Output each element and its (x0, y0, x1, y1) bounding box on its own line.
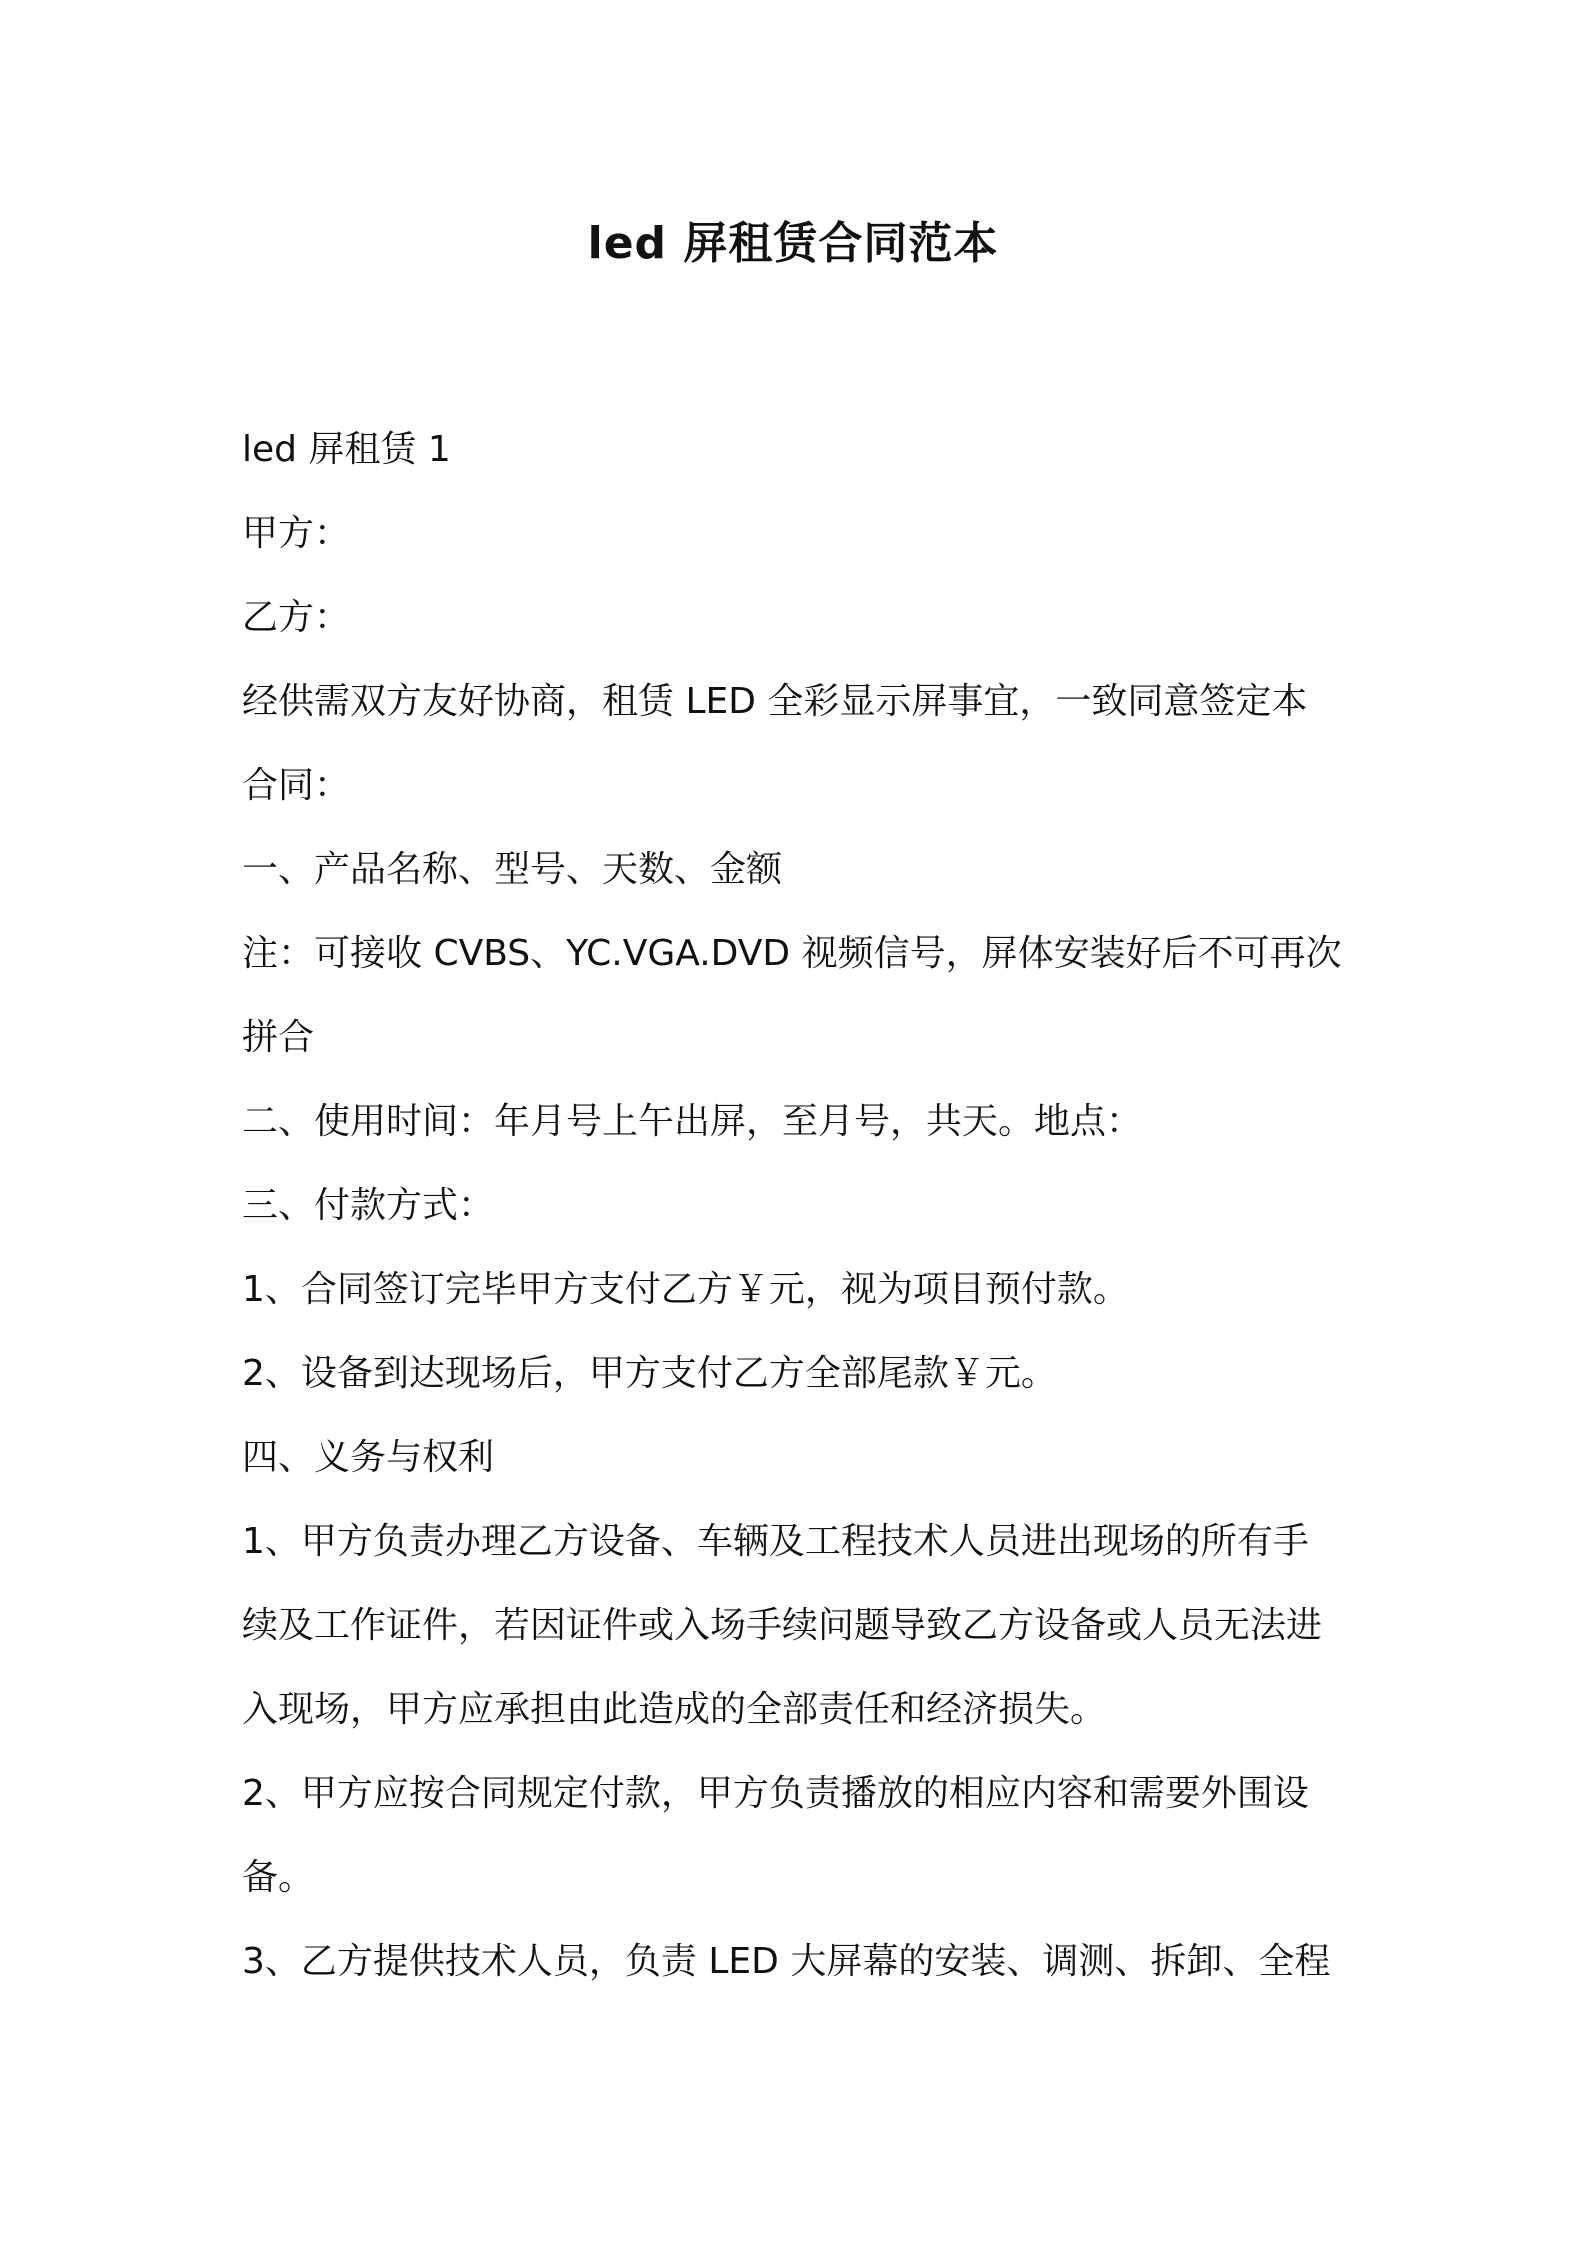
line-duty-2b: 备。 (242, 1857, 315, 1898)
section-heading-1: 一、产品名称、型号、天数、金额 (242, 849, 783, 890)
line-payment-1: 1、合同签订完毕甲方支付乙方￥元，视为项目预付款。 (242, 1269, 1129, 1310)
line-intro-2: 合同： (242, 765, 351, 806)
line-duty-2a: 2、甲方应按合同规定付款，甲方负责播放的相应内容和需要外围设 (242, 1773, 1309, 1814)
document-title: led 屏租赁合同范本 (587, 218, 999, 269)
line-payment-2: 2、设备到达现场后，甲方支付乙方全部尾款￥元。 (242, 1353, 1057, 1394)
line-party-a: 甲方： (242, 513, 351, 554)
document-body (242, 408, 1362, 2004)
section-heading-3: 三、付款方式： (242, 1185, 495, 1226)
section-heading-4: 四、义务与权利 (242, 1437, 495, 1478)
line-duty-1c: 入现场，甲方应承担由此造成的全部责任和经济损失。 (242, 1689, 1107, 1730)
line-note-1: 注：可接收 CVBS、YC.VGA.DVD 视频信号，屏体安装好后不可再次 (242, 933, 1342, 974)
line-duty-3a: 3、乙方提供技术人员，负责 LED 大屏幕的安装、调测、拆卸、全程 (242, 1941, 1331, 1982)
line-duty-1b: 续及工作证件，若因证件或入场手续问题导致乙方设备或人员无法进 (242, 1605, 1323, 1646)
line-party-b: 乙方： (242, 597, 351, 638)
line-note-2: 拼合 (242, 1017, 315, 1058)
line-intro-1: 经供需双方友好协商，租赁 LED 全彩显示屏事宜，一致同意签定本 (242, 681, 1308, 722)
section-heading-2: 二、使用时间：年月号上午出屏，至月号，共天。地点： (242, 1101, 1143, 1142)
line-subtitle: led 屏租赁 1 (242, 429, 451, 470)
line-duty-1a: 1、甲方负责办理乙方设备、车辆及工程技术人员进出现场的所有手 (242, 1521, 1309, 1562)
